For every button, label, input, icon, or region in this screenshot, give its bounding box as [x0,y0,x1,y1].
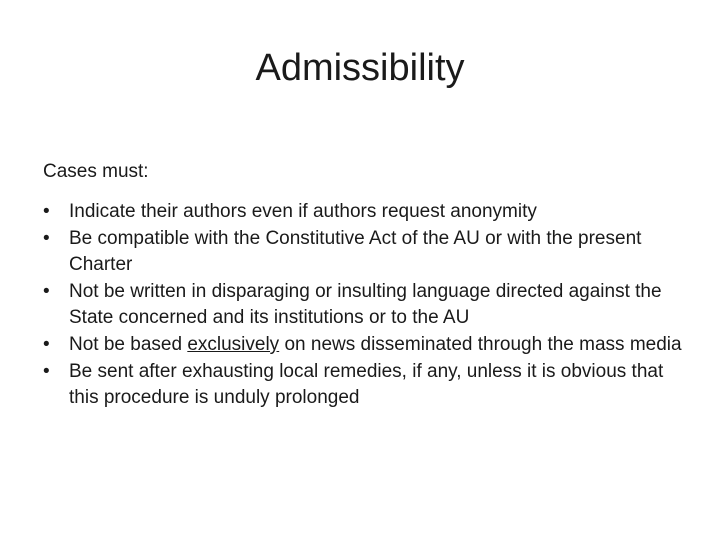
bullet-item [43,279,693,332]
bullet-text-before: Not be based [69,333,188,355]
bullet-text-after: on news disseminated through the mass media [279,333,682,355]
bullet-item [43,332,693,359]
bullet-list [43,199,693,412]
bullet-item [43,226,693,279]
bullet-text: Indicate their authors even if authors request anonymity [69,201,537,222]
emphasis-underlined: exclusively [187,333,280,355]
bullet-text: Not be written in disparaging or insulting language directed against the State concerned and its institutions or to the AU [69,280,662,329]
bullet-text: Be sent after exhausting local remedies, if any, unless it is obvious that this procedure is unduly prolonged [69,360,664,409]
bullet-dot-icon: • [43,227,50,249]
bullet-dot-icon: • [43,333,50,355]
bullet-item [43,199,693,226]
slide-title: Admissibility [255,47,465,89]
bullet-text: Be compatible with the Constitutive Act of the AU or with the present Charter [69,227,642,276]
bullet-dot-icon: • [43,280,50,302]
bullet-dot-icon: • [43,201,50,222]
bullet-item [43,359,693,412]
intro-text: Cases must: [43,161,149,182]
bullet-dot-icon: • [43,360,50,382]
